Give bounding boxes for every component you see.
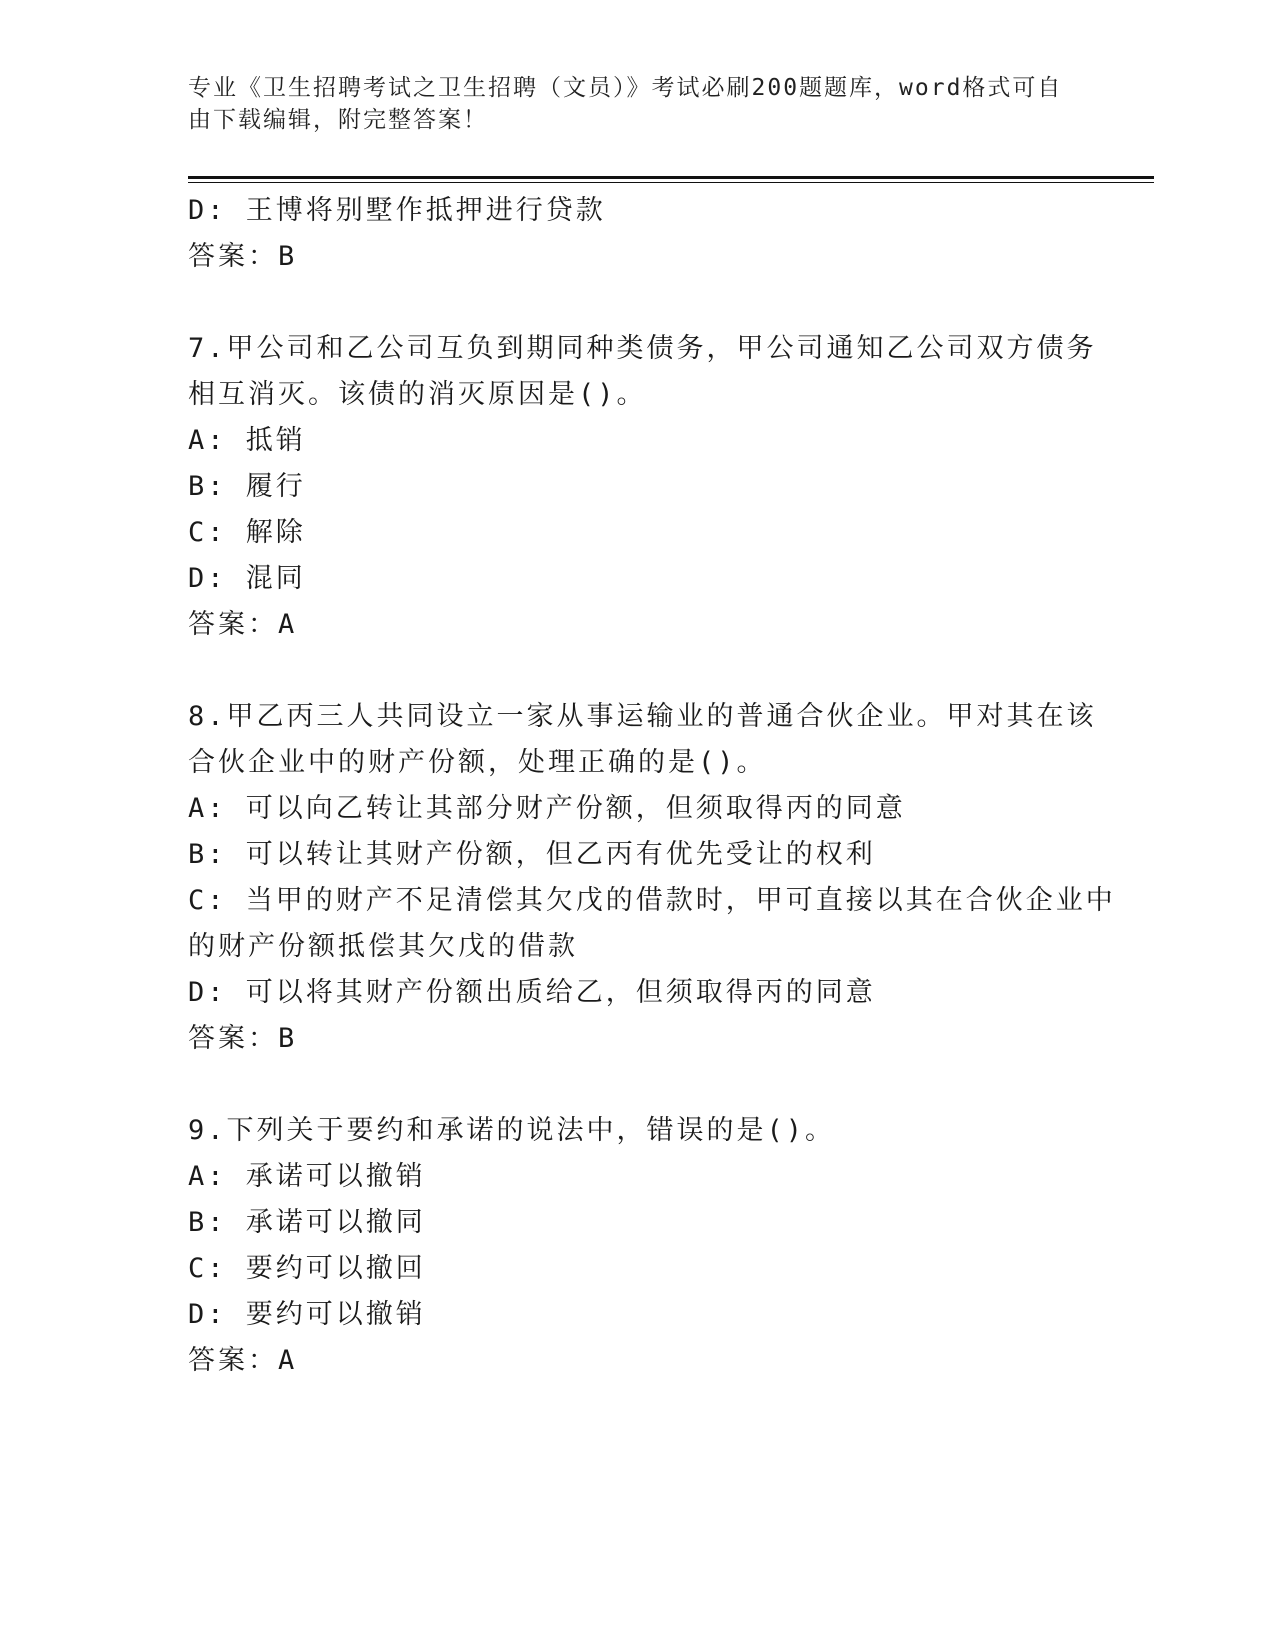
- question-stem: 8.甲乙丙三人共同设立一家从事运输业的普通合伙企业。甲对其在该: [188, 701, 1097, 732]
- option-b: B: 可以转让其财产份额，但乙丙有优先受让的权利: [188, 839, 876, 870]
- header-rule-thick: [188, 176, 1154, 179]
- question-9: [188, 1108, 1088, 1384]
- option-b: B: 履行: [188, 471, 306, 502]
- option-d: D: 可以将其财产份额出质给乙，但须取得丙的同意: [188, 977, 876, 1008]
- option-c-continued: 的财产份额抵偿其欠戊的借款: [188, 931, 578, 962]
- spacer: [188, 280, 1088, 326]
- option-a: A: 抵销: [188, 425, 306, 456]
- question-stem: 7.甲公司和乙公司互负到期同种类债务，甲公司通知乙公司双方债务: [188, 333, 1097, 364]
- question-7: [188, 326, 1097, 648]
- question-stem: 合伙企业中的财产份额，处理正确的是()。: [188, 747, 767, 778]
- spacer: [188, 648, 1088, 694]
- document-body: [188, 188, 1116, 1384]
- answer: 答案：B: [188, 241, 298, 272]
- header-rule-thin: [188, 182, 1154, 183]
- answer: 答案：A: [188, 1345, 298, 1376]
- option-d: D: 混同: [188, 563, 306, 594]
- option-c: C: 当甲的财产不足清偿其欠戊的借款时，甲可直接以其在合伙企业中: [188, 885, 1116, 916]
- question-stem: 9.下列关于要约和承诺的说法中，错误的是()。: [188, 1115, 836, 1146]
- option-d: D: 王博将别墅作抵押进行贷款: [188, 195, 606, 226]
- option-a: A: 承诺可以撤销: [188, 1161, 426, 1192]
- document-header: 专业《卫生招聘考试之卫生招聘（文员）》考试必刷200题题库，word格式可自由下载编辑，附完整答案！: [188, 75, 1063, 133]
- option-c: C: 要约可以撤回: [188, 1253, 426, 1284]
- option-b: B: 承诺可以撤同: [188, 1207, 426, 1238]
- question-8: [188, 694, 1116, 1062]
- question-stem: 相互消灭。该债的消灭原因是()。: [188, 379, 647, 410]
- option-a: A: 可以向乙转让其部分财产份额，但须取得丙的同意: [188, 793, 906, 824]
- spacer: [188, 1062, 1088, 1108]
- option-d: D: 要约可以撤销: [188, 1299, 426, 1330]
- answer: 答案：B: [188, 1023, 298, 1054]
- option-c: C: 解除: [188, 517, 306, 548]
- answer: 答案：A: [188, 609, 298, 640]
